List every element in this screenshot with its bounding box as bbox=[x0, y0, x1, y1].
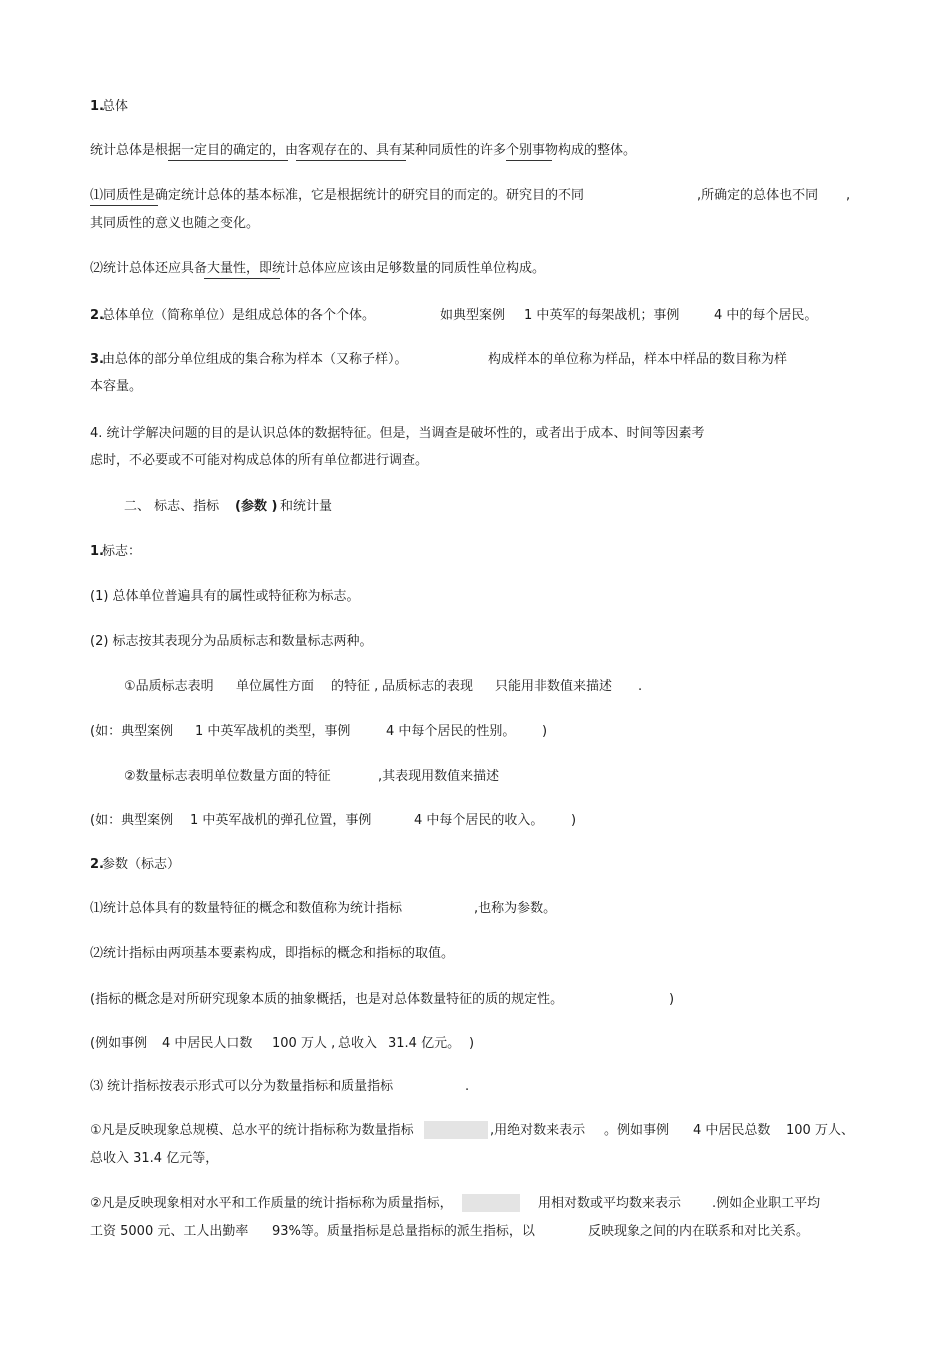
paragraph-line: 本容量。 bbox=[90, 379, 143, 394]
paragraph-line: ①凡是反映现象总规模、总水平的统计指标称为数量指标 bbox=[90, 1123, 414, 1138]
paragraph-line: , bbox=[846, 188, 851, 203]
section-heading: 标志： bbox=[102, 544, 142, 559]
paragraph-line: 的特征 , bbox=[331, 679, 379, 694]
paragraph-line: 虑时，不必要或不可能对构成总体的所有单位都进行调查。 bbox=[90, 453, 429, 468]
paragraph-line: 反映现象之间的内在联系和对比关系。 bbox=[588, 1224, 810, 1239]
subsection-heading: 和统计量 bbox=[280, 499, 333, 514]
paragraph-line: (例如事例 bbox=[90, 1036, 148, 1051]
paragraph-line: 1 中英军的每架战机；事例 bbox=[524, 308, 680, 323]
paragraph-line: (如：典型案例 bbox=[90, 813, 174, 828]
paragraph-line: ) bbox=[571, 813, 577, 828]
paragraph-line: 4 中居民人口数 bbox=[162, 1036, 253, 1051]
paragraph-line: ,用绝对数来表示 bbox=[490, 1123, 586, 1138]
paragraph-line: 1 中英军战机的弹孔位置，事例 bbox=[190, 813, 372, 828]
highlight-box bbox=[424, 1121, 488, 1139]
paragraph-line: 用相对数或平均数来表示 bbox=[538, 1196, 682, 1211]
paragraph-line: (如：典型案例 bbox=[90, 724, 174, 739]
underline-mark bbox=[204, 278, 280, 279]
paragraph-line: 100 万人 , bbox=[272, 1036, 336, 1051]
paragraph-line: ⑵统计指标由两项基本要素构成，即指标的概念和指标的取值。 bbox=[90, 946, 455, 961]
paragraph-line: (指标的概念是对所研究现象本质的抽象概括，也是对总体数量特征的质的规定性。 bbox=[90, 992, 564, 1007]
section-number: 3. bbox=[90, 352, 104, 367]
paragraph-line: (1) 总体单位普遍具有的属性或特征称为标志。 bbox=[90, 589, 360, 604]
paragraph-line: ⑴同质性是确定统计总体的基本标准，它是根据统计的研究目的而定的。研究目的不同 bbox=[90, 188, 585, 203]
subsection-heading: (参数 ) bbox=[235, 499, 278, 514]
paragraph-line: 总收入 bbox=[338, 1036, 378, 1051]
paragraph-line: ) bbox=[469, 1036, 475, 1051]
paragraph-line: 31.4 亿元。 bbox=[388, 1036, 461, 1051]
paragraph-line: 1 中英军战机的类型，事例 bbox=[195, 724, 351, 739]
section-number: 1. bbox=[90, 544, 104, 559]
paragraph-line: 4 中的每个居民。 bbox=[714, 308, 818, 323]
paragraph-line: 4. 统计学解决问题的目的是认识总体的数据特征。但是，当调查是破坏性的，或者出于成本、时间等因素考 bbox=[90, 426, 705, 441]
section-heading: 参数（标志） bbox=[102, 857, 181, 872]
underline-mark bbox=[296, 160, 406, 161]
paragraph-line: ,也称为参数。 bbox=[474, 901, 557, 916]
paragraph-line: . bbox=[465, 1079, 470, 1094]
paragraph-line: 93%等。质量指标是总量指标的派生指标，以 bbox=[272, 1224, 535, 1239]
paragraph-line: ①品质标志表明 bbox=[124, 679, 214, 694]
paragraph-line: . bbox=[638, 679, 643, 694]
section-number: 1. bbox=[90, 99, 104, 114]
paragraph-line: 其同质性的意义也随之变化。 bbox=[90, 216, 260, 231]
underline-mark bbox=[168, 160, 288, 161]
paragraph-line: 4 中每个居民的收入。 bbox=[414, 813, 544, 828]
paragraph-line: 如典型案例 bbox=[440, 308, 506, 323]
section-number: 2. bbox=[90, 857, 104, 872]
paragraph-line: ⑴统计总体具有的数量特征的概念和数值称为统计指标 bbox=[90, 901, 403, 916]
paragraph-line: ,所确定的总体也不同 bbox=[697, 188, 819, 203]
paragraph-line: 4 中居民总数 bbox=[693, 1123, 771, 1138]
paragraph-line: ②凡是反映现象相对水平和工作质量的统计指标称为质量指标， bbox=[90, 1196, 453, 1211]
paragraph-line: 由总体的部分单位组成的集合称为样本（又称子样）。 bbox=[102, 352, 408, 367]
paragraph-line: 只能用非数值来描述 bbox=[495, 679, 613, 694]
paragraph-line: 总收入 31.4 亿元等， bbox=[90, 1151, 219, 1166]
paragraph-line: 品质标志的表现 bbox=[382, 679, 474, 694]
paragraph-line: 统计总体是根据一定目的确定的，由客观存在的、具有某种同质性的许多个别事物构成的整体。 bbox=[90, 143, 637, 158]
paragraph-line: ⑶ 统计指标按表示形式可以分为数量指标和质量指标 bbox=[90, 1079, 394, 1094]
paragraph-line: (2) 标志按其表现分为品质标志和数量标志两种。 bbox=[90, 634, 373, 649]
highlight-box bbox=[462, 1194, 520, 1212]
underline-mark bbox=[90, 205, 158, 206]
paragraph-line: ②数量标志表明单位数量方面的特征 bbox=[124, 769, 331, 784]
paragraph-line: 单位属性方面 bbox=[236, 679, 315, 694]
paragraph-line: 4 中每个居民的性别。 bbox=[386, 724, 516, 739]
underline-mark bbox=[506, 160, 552, 161]
paragraph-line: ) bbox=[669, 992, 675, 1007]
paragraph-line: 100 万人、 bbox=[786, 1123, 854, 1138]
paragraph-line: 构成样本的单位称为样品，样本中样品的数目称为样 bbox=[488, 352, 788, 367]
section-number: 2. bbox=[90, 308, 104, 323]
subsection-heading: 二、 标志、指标 bbox=[124, 499, 220, 514]
paragraph-line: ⑵统计总体还应具备大量性，即统计总体应应该由足够数量的同质性单位构成。 bbox=[90, 261, 546, 276]
paragraph-line: ) bbox=[542, 724, 548, 739]
paragraph-line: 。例如事例 bbox=[604, 1123, 670, 1138]
paragraph-line: .例如企业职工平均 bbox=[712, 1196, 821, 1211]
section-heading: 总体 bbox=[102, 99, 129, 114]
paragraph-line: 工资 5000 元、工人出勤率 bbox=[90, 1224, 249, 1239]
paragraph-line: 总体单位（简称单位）是组成总体的各个个体。 bbox=[102, 308, 376, 323]
paragraph-line: ,其表现用数值来描述 bbox=[378, 769, 500, 784]
